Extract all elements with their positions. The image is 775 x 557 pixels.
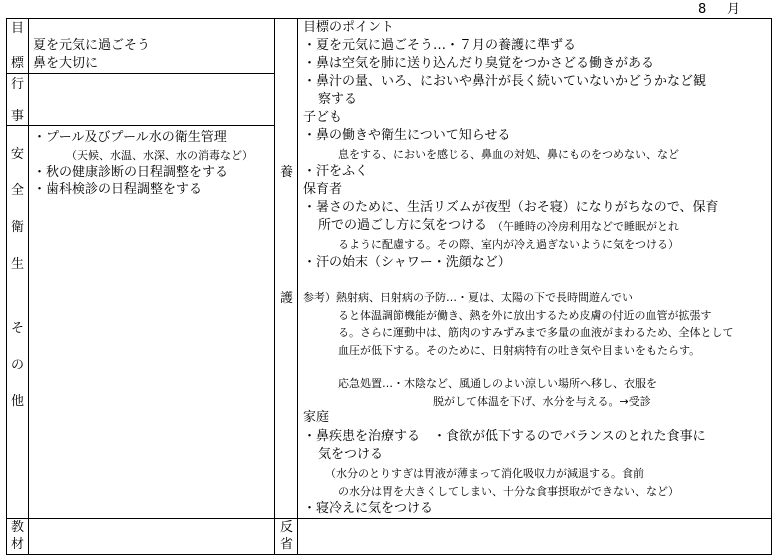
family-item-1: ・鼻疾患を治療する ・食欲が低下するのでバランスのとれた食事に bbox=[303, 429, 706, 444]
safety-item-2: ・秋の健康診断の日程調整をする bbox=[33, 165, 229, 180]
goal-points-heading: 目標のポイント bbox=[303, 20, 395, 35]
goal-label-2: 標 bbox=[10, 56, 24, 71]
events-label-1: 行 bbox=[10, 77, 24, 92]
safety-item-1: ・プール及びプール水の衛生管理 bbox=[33, 130, 227, 145]
goal-point-3: ・鼻汁の量、いろ、においや鼻汁が長く続いていないかどうかなど観 bbox=[303, 74, 707, 89]
row-divider-goal bbox=[6, 73, 274, 74]
col-divider-mid-right bbox=[297, 18, 298, 555]
month-label: 月 bbox=[727, 2, 741, 17]
guardians-item-2: ・汗の始末（シャワー・洗顔など） bbox=[303, 255, 511, 270]
events-label-2: 事 bbox=[10, 109, 24, 124]
goal-label-1: 目 bbox=[10, 21, 24, 36]
family-item-2: ・寝冷えに気をつける bbox=[303, 501, 434, 516]
goal-text-2: 鼻を大切に bbox=[33, 56, 99, 71]
goal-point-2: ・鼻は空気を肺に送り込んだり臭覚をつかさどる働きがある bbox=[303, 56, 655, 71]
children-item-2: ・汗をふく bbox=[303, 164, 369, 179]
goal-text-1: 夏を元気に過ごそう bbox=[33, 38, 151, 53]
reference-line-3: る。さらに運動中は、筋肉のすみずみまで多量の血液がまわるため、全体として bbox=[338, 326, 734, 339]
reflection-label-1: 反 bbox=[279, 520, 293, 535]
guardians-heading: 保育者 bbox=[303, 182, 343, 197]
safety-label-7: 他 bbox=[10, 394, 24, 409]
guardians-item-1-note: （午睡時の冷房利用などで睡眠がとれ bbox=[492, 220, 679, 233]
family-item-1-note-cont: の水分は胃を大きくしてしまい、十分な食事摂取ができない、など） bbox=[338, 485, 679, 498]
row-divider-events bbox=[6, 125, 274, 126]
reflection-label-2: 省 bbox=[279, 537, 293, 552]
family-item-1-note: （水分のとりすぎは胃液が薄まって消化吸収力が減退する。食前 bbox=[325, 467, 644, 480]
reference-line-4: 血圧が低下する。そのために、日射病特有の吐き気や目まいをもたらす。 bbox=[338, 344, 701, 357]
safety-item-3: ・歯科検診の日程調整をする bbox=[33, 182, 203, 197]
safety-label-3: 衛 bbox=[10, 220, 24, 235]
guardians-item-1: ・暑さのために、生活リズムが夜型（おそ寝）になりがちなので、保育 bbox=[303, 200, 719, 215]
safety-label-2: 全 bbox=[10, 183, 24, 198]
month-number: 8 bbox=[698, 2, 707, 17]
materials-label-1: 教 bbox=[10, 520, 24, 535]
goal-point-1: ・夏を元気に過ごそう…・７月の養護に準ずる bbox=[303, 38, 577, 53]
goal-point-3-cont: 察する bbox=[318, 92, 358, 107]
family-item-1-cont: 気をつける bbox=[318, 447, 384, 462]
safety-item-1-detail: （天候、水温、水深、水の消毒など） bbox=[66, 149, 253, 162]
safety-label-6: の bbox=[10, 358, 24, 373]
first-aid-line-2: 脱がして体温を下げ、水分を与える。→受診 bbox=[433, 395, 651, 408]
care-label-1: 養 bbox=[279, 165, 293, 180]
safety-label-1: 安 bbox=[10, 147, 24, 162]
family-heading: 家庭 bbox=[303, 410, 330, 425]
safety-label-4: 生 bbox=[10, 257, 24, 272]
children-heading: 子ども bbox=[303, 110, 343, 125]
col-divider-mid-left bbox=[274, 18, 275, 555]
first-aid-line-1: 応急処置…・木陰など、風通しのよい涼しい場所へ移し、衣服を bbox=[338, 377, 657, 390]
guardians-item-1-cont: 所での過ごし方に気をつける bbox=[318, 218, 488, 233]
children-item-1: ・鼻の働きや衛生について知らせる bbox=[303, 128, 511, 143]
col-divider-left bbox=[28, 18, 29, 555]
row-divider-bottom bbox=[6, 518, 772, 519]
materials-label-2: 材 bbox=[10, 537, 24, 552]
reference-line-1: 参考）熱射病、日射病の予防…・夏は、太陽の下で長時間遊んでい bbox=[303, 291, 633, 304]
care-label-2: 護 bbox=[279, 291, 293, 306]
guardians-item-1-note-cont: るように配慮する。その際、室内が冷え過ぎないように気をつける） bbox=[338, 238, 679, 251]
children-item-1-detail: 息をする、においを感じる、鼻血の対処、鼻にものをつめない、など bbox=[338, 148, 679, 161]
reference-line-2: ると体温調節機能が働き、熱を外に放出するため皮膚の付近の血管が拡張す bbox=[338, 309, 712, 322]
safety-label-5: そ bbox=[10, 321, 24, 336]
